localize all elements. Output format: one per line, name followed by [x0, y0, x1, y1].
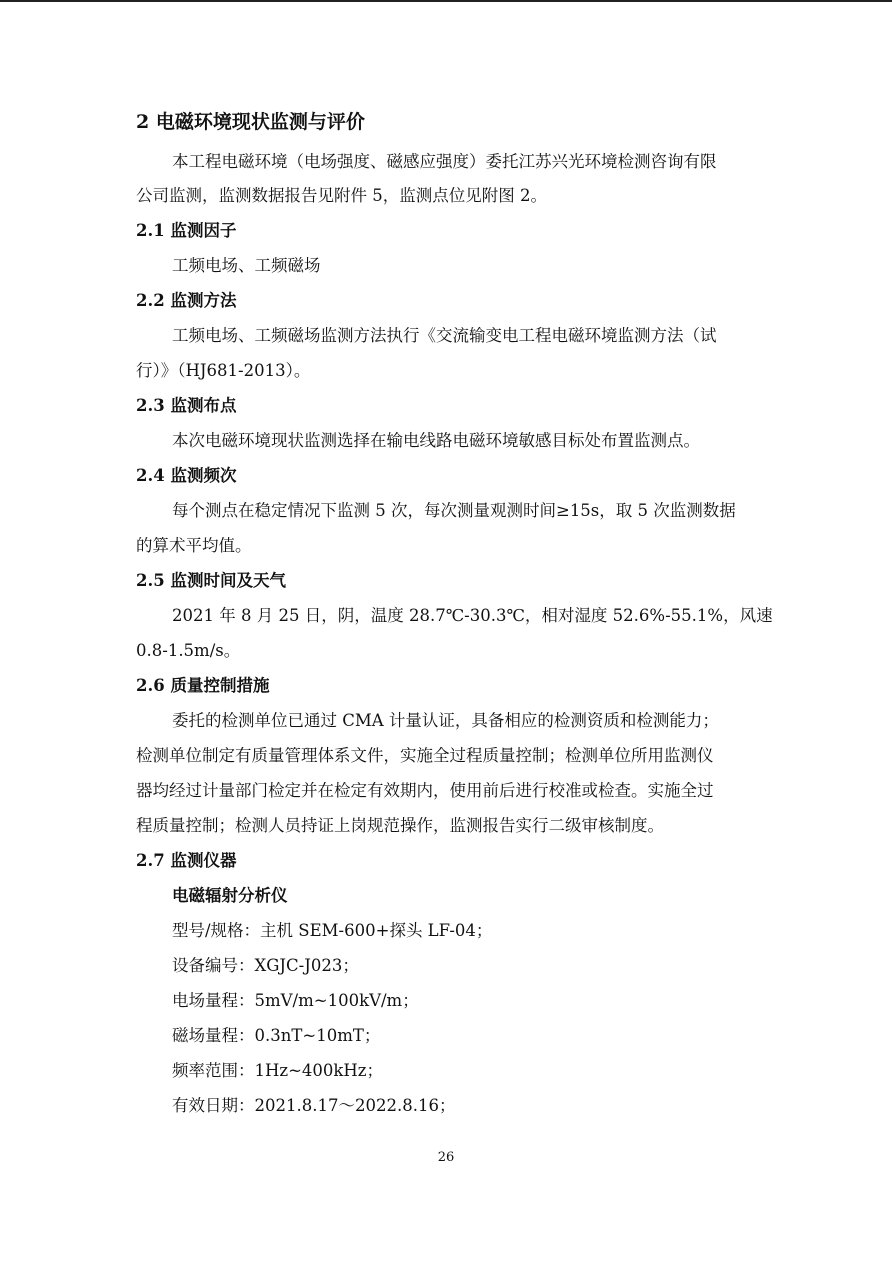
paragraph-2-2-line-2: 行）》（HJ681-2013）。 [136, 361, 311, 380]
intro-paragraph-line-2: 公司监测，监测数据报告见附件 5，监测点位见附图 2。 [136, 186, 547, 205]
section-title: 2 电磁环境现状监测与评价 [136, 111, 365, 133]
paragraph-2-5-line-2: 0.8-1.5m/s。 [136, 641, 241, 660]
heading-2-2: 2.2 监测方法 [136, 291, 237, 310]
instrument-spec-model: 型号/规格：主机 SEM-600+探头 LF-04； [172, 921, 493, 940]
paragraph-2-6-line-3: 器均经过计量部门检定并在检定有效期内，使用前后进行校准或检查。实施全过 [136, 781, 714, 800]
instrument-spec-magnetic-range: 磁场量程：0.3nT~10mT； [172, 1026, 381, 1045]
top-border-line [0, 0, 892, 2]
heading-2-3: 2.3 监测布点 [136, 396, 237, 415]
instrument-spec-frequency-range: 频率范围：1Hz~400kHz； [172, 1061, 383, 1080]
heading-2-6: 2.6 质量控制措施 [136, 676, 270, 695]
paragraph-2-3: 本次电磁环境现状监测选择在输电线路电磁环境敏感目标处布置监测点。 [172, 431, 700, 450]
heading-2-1: 2.1 监测因子 [136, 221, 237, 240]
instrument-name: 电磁辐射分析仪 [172, 886, 288, 905]
instrument-spec-electric-range: 电场量程：5mV/m~100kV/m； [172, 991, 419, 1010]
heading-2-5: 2.5 监测时间及天气 [136, 571, 286, 590]
heading-2-7: 2.7 监测仪器 [136, 851, 237, 870]
instrument-spec-valid-date: 有效日期：2021.8.17～2022.8.16； [172, 1096, 456, 1115]
paragraph-2-2-line-1: 工频电场、工频磁场监测方法执行《交流输变电工程电磁环境监测方法（试 [172, 326, 717, 345]
instrument-spec-serial: 设备编号：XGJC-J023； [172, 956, 359, 975]
intro-paragraph-line-1: 本工程电磁环境（电场强度、磁感应强度）委托江苏兴光环境检测咨询有限 [172, 152, 717, 171]
paragraph-2-4-line-1: 每个测点在稳定情况下监测 5 次，每次测量观测时间≥15s，取 5 次监测数据 [172, 501, 736, 520]
paragraph-2-1: 工频电场、工频磁场 [172, 256, 321, 275]
paragraph-2-6-line-2: 检测单位制定有质量管理体系文件，实施全过程质量控制；检测单位所用监测仪 [136, 746, 714, 765]
page-number: 26 [437, 1150, 455, 1165]
paragraph-2-6-line-1: 委托的检测单位已通过 CMA 计量认证，具备相应的检测资质和检测能力； [172, 711, 719, 730]
heading-2-4: 2.4 监测频次 [136, 466, 237, 485]
paragraph-2-6-line-4: 程质量控制；检测人员持证上岗规范操作，监测报告实行二级审核制度。 [136, 816, 664, 835]
paragraph-2-5-line-1: 2021 年 8 月 25 日，阴，温度 28.7℃-30.3℃，相对湿度 52.6%-55.1%，风速 [172, 606, 773, 625]
paragraph-2-4-line-2: 的算术平均值。 [136, 536, 252, 555]
